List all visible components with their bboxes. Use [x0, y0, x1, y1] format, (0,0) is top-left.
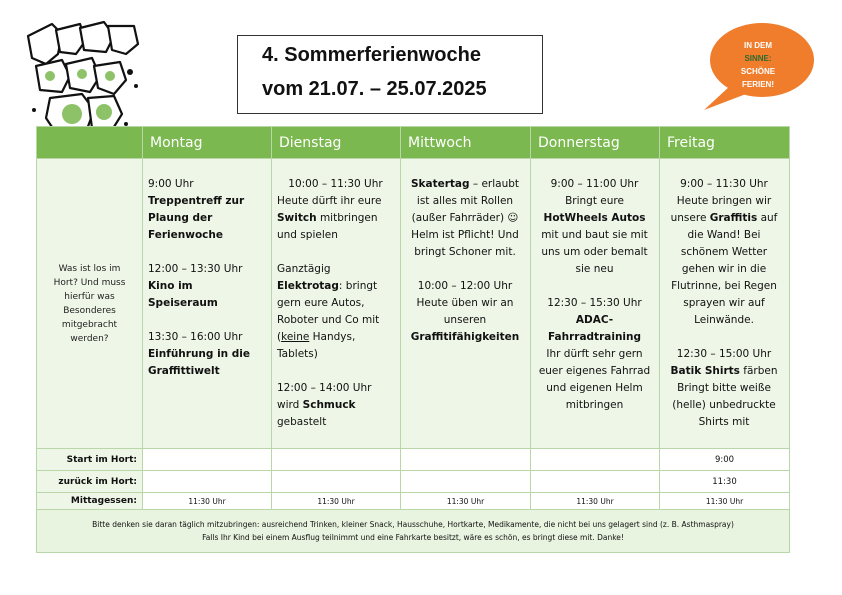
start-monday: [143, 449, 272, 471]
back-monday: [143, 471, 272, 493]
title-dates: vom 21.07. – 25.07.2025: [262, 78, 487, 100]
bubble-text: [718, 39, 798, 91]
tuesday-text-3: [277, 397, 394, 431]
friday-wall-text: auf die Wand! Bei schönem Wetter gehen wir in die Flutrinne, bei Regen sprayen wir auf Leinwände.: [671, 212, 778, 326]
tuesday-schmuck: Schmuck: [302, 399, 356, 411]
start-friday: 9:00: [660, 449, 790, 471]
back-label: zurück im Hort:: [37, 471, 143, 493]
monday-cell: [143, 159, 272, 449]
header-thursday: Donnerstag: [531, 127, 660, 159]
header-tuesday: Dienstag: [272, 127, 401, 159]
thursday-bring: Bringt eure: [565, 195, 624, 207]
friday-text-3: Bringt bitte weiße (helle) unbedruckte Shirts mit: [672, 382, 776, 428]
monday-activity-3: Einführung in die Graffittiwelt: [148, 348, 251, 377]
lunch-thursday: 11:30 Uhr: [531, 493, 660, 510]
tuesday-elektrotag: Elektrotag: [277, 280, 339, 292]
lunch-monday: 11:30 Uhr: [143, 493, 272, 510]
wednesday-skatertag-text: – erlaubt ist alles mit Rollen (außer Fahrräder) ☺ Helm ist Pflicht! Und bringt Schoner mit.: [411, 178, 520, 258]
title-week: 4. Sommerferienwoche: [262, 44, 481, 66]
tuesday-cell: [272, 159, 401, 449]
tuesday-handys: Handys, Tablets): [277, 331, 356, 360]
question-cell: Was ist los im Hort? Und muss hierfür was Besonderes mitgebracht werden?: [37, 159, 143, 449]
thursday-adac: ADAC-Fahrradtraining: [547, 314, 642, 343]
monday-activity-2: Kino im Speiseraum: [148, 280, 218, 309]
header-wednesday: Mittwoch: [401, 127, 531, 159]
lunch-friday: 11:30 Uhr: [660, 493, 790, 510]
start-label: Start im Hort:: [37, 449, 143, 471]
footer-note-2: Falls Ihr Kind bei einem Ausflug teilnimmt und eine Fahrkarte besitzt, wäre es schön, es bringt diese mit. Danke!: [202, 533, 624, 542]
thursday-time-1: 9:00 – 11:00 Uhr: [550, 178, 639, 190]
weekly-schedule-table: [36, 126, 790, 553]
tuesday-text-2: [277, 278, 394, 363]
friday-text-2: [665, 363, 783, 380]
friday-faerben: färben: [743, 365, 778, 377]
header-monday: Montag: [143, 127, 272, 159]
tuesday-time-1: 10:00 – 11:30 Uhr: [288, 178, 383, 190]
monday-time-2: 12:00 – 13:30 Uhr: [148, 263, 243, 275]
friday-batik: Batik Shirts: [670, 365, 740, 377]
thursday-time-2: 12:30 – 15:30 Uhr: [547, 297, 642, 309]
friday-graffitis: Graffitis: [709, 212, 758, 224]
thursday-hotwheels: HotWheels Autos: [543, 212, 646, 224]
bubble-line-3: SCHÖNE: [740, 67, 776, 76]
wednesday-time-1: 10:00 – 12:00 Uhr: [417, 280, 513, 292]
footer-note-1: Bitte denken sie daran täglich mitzubringen: ausreichend Trinken, kleiner Snack, Hausschuhe, Hortkarte, Medikamente, die nicht bei uns gelagert sind (z. B. Asthmaspray): [92, 520, 734, 529]
tuesday-switch-outro: mitbringen und spielen: [277, 212, 378, 241]
lunch-wednesday: 11:30 Uhr: [401, 493, 531, 510]
title-box: [237, 35, 543, 114]
footer-row: [37, 510, 790, 553]
start-tuesday: [272, 449, 401, 471]
back-row: [37, 471, 790, 493]
wednesday-text-2: Heute üben wir an unseren: [416, 297, 514, 326]
lunch-row: [37, 493, 790, 510]
back-wednesday: [401, 471, 531, 493]
header-empty: [37, 127, 143, 159]
start-thursday: [531, 449, 660, 471]
lunch-tuesday: 11:30 Uhr: [272, 493, 401, 510]
thursday-text-2: Ihr dürft sehr gern euer eigenes Fahrrad und eigenen Helm mitbringen: [538, 348, 651, 411]
back-tuesday: [272, 471, 401, 493]
tuesday-gebastelt: gebastelt: [277, 416, 327, 428]
back-thursday: [531, 471, 660, 493]
monday-time-1: 9:00 Uhr: [148, 178, 194, 190]
friday-time-2: 12:30 – 15:00 Uhr: [676, 348, 772, 360]
activities-row: [37, 159, 790, 449]
monday-activity-1: Treppentreff zur Plaung der Ferienwoche: [148, 195, 245, 241]
wednesday-skatertag: Skatertag: [410, 178, 470, 190]
monday-time-3: 13:30 – 16:00 Uhr: [148, 331, 243, 343]
friday-cell: [660, 159, 790, 449]
bubble-line-4: FERIEN!: [742, 80, 774, 89]
tuesday-wird: wird: [277, 399, 300, 411]
bubble-line-2: SINNE:: [744, 54, 772, 63]
header-friday: Freitag: [660, 127, 790, 159]
bubble-line-1: IN DEM: [744, 41, 772, 50]
tuesday-keine: keine: [281, 331, 310, 343]
wednesday-text-1: [406, 176, 524, 261]
tuesday-text-1: [277, 193, 394, 244]
lunch-label: Mittagessen:: [37, 493, 143, 510]
friday-time-1: 9:00 – 11:30 Uhr: [680, 178, 768, 190]
start-row: [37, 449, 790, 471]
footer-cell: [37, 510, 790, 553]
tuesday-switch-intro: Heute dürft ihr eure: [277, 195, 382, 207]
table-header-row: [37, 127, 790, 159]
thursday-cell: [531, 159, 660, 449]
wednesday-cell: [401, 159, 531, 449]
tuesday-time-2: 12:00 – 14:00 Uhr: [277, 382, 372, 394]
tuesday-switch: Switch: [277, 212, 317, 224]
friday-text-1: [665, 193, 783, 329]
tuesday-elektrotag-text: : bringt gern eure Autos, Roboter und Co mit (: [277, 280, 380, 343]
wednesday-graffiti: Graffitifähigkeiten: [410, 331, 520, 343]
start-wednesday: [401, 449, 531, 471]
thursday-text-1: mit und baut sie mit uns um oder bemalt sie neu: [541, 229, 648, 275]
friday-bring: Heute bringen wir unsere: [670, 195, 772, 224]
tuesday-allday: Ganztägig: [277, 263, 331, 275]
back-friday: 11:30: [660, 471, 790, 493]
